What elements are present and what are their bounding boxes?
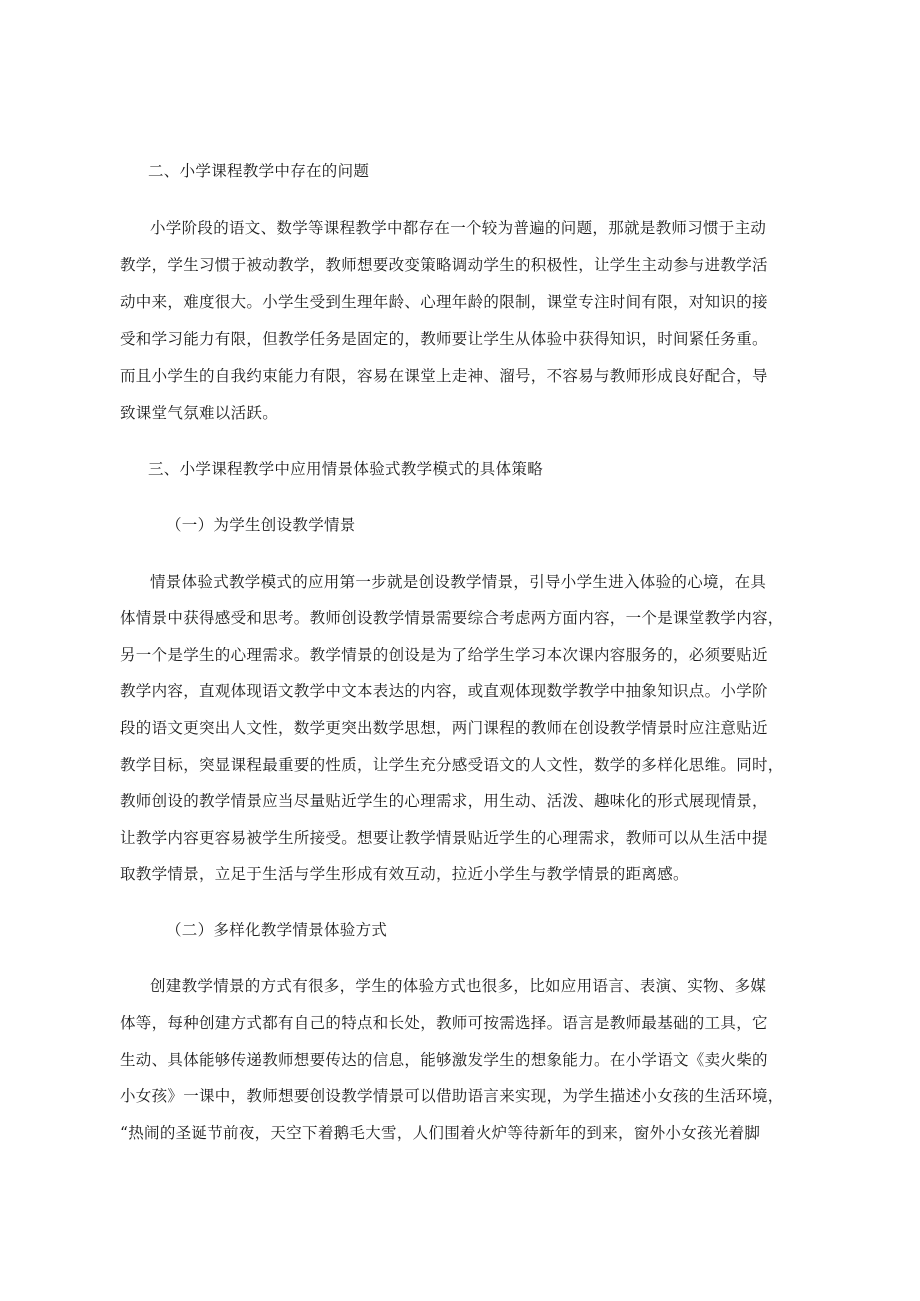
section-2-line-2: 教学，学生习惯于被动教学，教师想要改变策略调动学生的积极性，让学生主动参与进教学活 (120, 256, 768, 274)
subsection-1-line-4: 教学内容，直观体现语文教学中文本表达的内容，或直观体现数学教学中抽象知识点。小学阶 (120, 682, 768, 700)
subsection-2-line-3: 生动、具体能够传递教师想要传达的信息，能够激发学生的想象能力。在小学语文《卖火柴的 (120, 1051, 768, 1069)
subsection-1-heading: （一）为学生创设教学情景 (166, 516, 356, 534)
section-2-line-3: 动中来，难度很大。小学生受到生理年龄、心理年龄的限制，课堂专注时间有限，对知识的接 (120, 293, 768, 311)
subsection-2-heading: （二）多样化教学情景体验方式 (166, 921, 388, 939)
subsection-2-line-5: “热闹的圣诞节前夜，天空下着鹅毛大雪，人们围着火炉等待新年的到来，窗外小女孩光着脚 (120, 1124, 761, 1142)
section-2-line-4: 受和学习能力有限，但教学任务是固定的，教师要让学生从体验中获得知识，时间紧任务重。 (120, 330, 768, 348)
subsection-1-line-2: 体情景中获得感受和思考。教师创设教学情景需要综合考虑两方面内容，一个是课堂教学内容， (120, 609, 784, 627)
subsection-1-line-7: 教师创设的教学情景应当尽量贴近学生的心理需求，用生动、活泼、趣味化的形式展现情景， (120, 792, 768, 810)
subsection-1-line-6: 教学目标，突显课程最重要的性质，让学生充分感受语文的人文性，数学的多样化思维。同时， (120, 756, 784, 774)
section-2-line-1: 小学阶段的语文、数学等课程教学中都存在一个较为普遍的问题，那就是教师习惯于主动 (150, 219, 767, 237)
subsection-1-line-9: 取教学情景，立足于生活与学生形成有效互动，拉近小学生与教学情景的距离感。 (120, 865, 689, 883)
subsection-2-line-4: 小女孩》一课中，教师想要创设教学情景可以借助语言来实现，为学生描述小女孩的生活环境， (120, 1087, 784, 1105)
section-2-line-6: 致课堂气氛难以活跃。 (120, 404, 279, 422)
section-2-heading: 二、小学课程教学中存在的问题 (148, 162, 370, 180)
section-3-heading: 三、小学课程教学中应用情景体验式教学模式的具体策略 (148, 460, 544, 478)
subsection-1-line-1: 情景体验式教学模式的应用第一步就是创设教学情景，引导小学生进入体验的心境，在具 (150, 573, 767, 591)
subsection-2-line-1: 创建教学情景的方式有很多，学生的体验方式也很多，比如应用语言、表演、实物、多媒 (150, 977, 767, 995)
subsection-1-line-8: 让教学内容更容易被学生所接受。想要让教学情景贴近学生的心理需求，教师可以从生活中提 (120, 829, 768, 847)
subsection-1-line-3: 另一个是学生的心理需求。教学情景的创设是为了给学生学习本次课内容服务的，必须要贴近 (120, 646, 768, 664)
subsection-1-line-5: 段的语文更突出人文性，数学更突出数学思想，两门课程的教师在创设教学情景时应注意贴近 (120, 719, 768, 737)
section-2-line-5: 而且小学生的自我约束能力有限，容易在课堂上走神、溜号，不容易与教师形成良好配合，导 (120, 367, 768, 385)
subsection-2-line-2: 体等，每种创建方式都有自己的特点和长处，教师可按需选择。语言是教师最基础的工具，它 (120, 1014, 768, 1032)
